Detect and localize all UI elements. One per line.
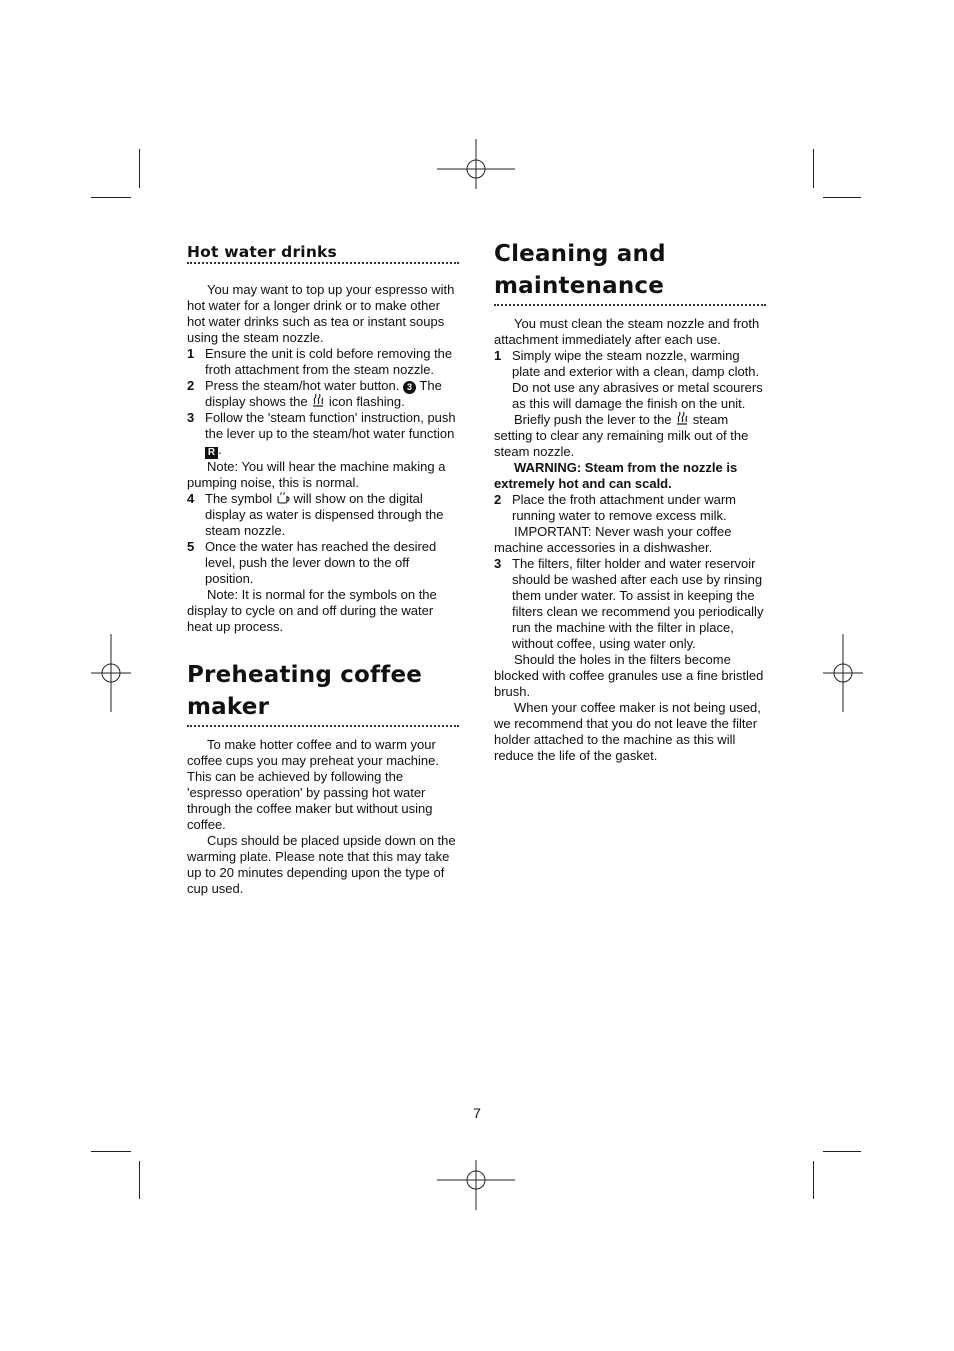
registration-mark-icon (823, 634, 863, 712)
right-column (494, 238, 766, 764)
list-item (187, 378, 459, 410)
important-text: IMPORTANT: Never wash your coffee machine accessories in a dishwasher. (494, 524, 732, 555)
left-column (187, 238, 459, 897)
function-r-badge: R (205, 447, 218, 459)
note-symbols: Note: It is normal for the symbols on the display to cycle on and off during the water heat up process. (187, 587, 437, 634)
step-number: 2 (494, 492, 502, 507)
steam-icon (311, 394, 325, 407)
crop-mark (139, 1161, 140, 1199)
step-text: The display shows the (205, 378, 442, 409)
step-text: Press the steam/hot water button. (205, 378, 400, 393)
gasket-paragraph: When your coffee maker is not being used, we recommend that you do not leave the filter holder attached to the machine as this will reduce the life of the gasket. (494, 700, 761, 763)
step-text: The filters, filter holder and water reservoir should be washed after each use by rinsing them under water. To assist in keeping the filters clean we recommend you periodically run the machine with the filter in place, without coffee, using water only. (512, 556, 764, 651)
steam-setting-paragraph (494, 412, 766, 460)
warning-text: WARNING: Steam from the nozzle is extremely hot and can scald. (494, 460, 738, 491)
list-item (494, 556, 766, 652)
step-text: icon flashing. (328, 394, 405, 409)
callout-number-badge: 3 (403, 381, 416, 394)
list-item (494, 492, 766, 524)
paragraph-text: steam setting to clear any remaining milk out of the steam nozzle. (494, 412, 749, 459)
list-item (187, 346, 459, 378)
page-number: 7 (473, 1105, 481, 1121)
step-number: 5 (187, 539, 195, 554)
registration-mark-icon (91, 634, 131, 712)
list-item (187, 539, 459, 587)
crop-mark (823, 1151, 861, 1152)
step-text: Place the froth attachment under warm running water to remove excess milk. (512, 492, 737, 523)
steam-icon (675, 412, 689, 425)
preheat-heading: Preheating coffee maker (187, 659, 459, 727)
list-item (187, 410, 459, 459)
step-text: Ensure the unit is cold before removing the froth attachment from the steam nozzle. (205, 346, 453, 377)
step-text: The symbol (205, 491, 273, 506)
preheat-paragraph: To make hotter coffee and to warm your coffee cups you may preheat your machine. This can be achieved by following the 'espresso operation' by passing hot water through the coffee maker but without using coffee. (187, 737, 439, 832)
step-number: 4 (187, 491, 195, 506)
step-text: will show on the digital display as water is dispensed through the steam nozzle. (205, 491, 444, 538)
crop-mark (139, 149, 140, 188)
list-item (187, 491, 459, 539)
crop-mark (813, 1161, 814, 1199)
registration-mark-icon (437, 139, 515, 199)
list-item (494, 348, 766, 412)
registration-mark-icon (437, 1150, 515, 1210)
cleaning-intro: You must clean the steam nozzle and froth attachment immediately after each use. (494, 316, 760, 347)
paragraph-text: Briefly push the lever to the (514, 412, 672, 427)
step-number: 1 (494, 348, 502, 363)
preheat-paragraph: Cups should be placed upside down on the warming plate. Please note that this may take up to 20 minutes depending upon the type of cup used. (187, 833, 456, 896)
step-number: 2 (187, 378, 195, 393)
note-pumping: Note: You will hear the machine making a pumping noise, this is normal. (187, 459, 446, 490)
step-number: 3 (494, 556, 502, 571)
crop-mark (91, 197, 131, 198)
filters-holes-paragraph: Should the holes in the filters become blocked with coffee granules use a fine bristled brush. (494, 652, 764, 699)
step-text: Simply wipe the steam nozzle, warming plate and exterior with a clean, damp cloth. Do not use any abrasives or metal scourers as this will damage the finish on the unit. (512, 348, 763, 411)
step-number: 1 (187, 346, 195, 361)
crop-mark (813, 149, 814, 188)
cup-icon (276, 491, 290, 504)
crop-mark (91, 1151, 131, 1152)
hot-water-intro: You may want to top up your espresso with hot water for a longer drink or to make other hot water drinks such as tea or instant soups using the steam nozzle. (187, 282, 455, 345)
step-text: . (218, 442, 222, 457)
hot-water-heading: Hot water drinks (187, 244, 459, 264)
crop-mark (823, 197, 861, 198)
cleaning-heading: Cleaning and maintenance (494, 238, 766, 306)
step-text: Once the water has reached the desired level, push the lever down to the off position. (205, 539, 437, 586)
step-number: 3 (187, 410, 195, 425)
step-text: Follow the 'steam function' instruction, push the lever up to the steam/hot water function (205, 410, 456, 441)
